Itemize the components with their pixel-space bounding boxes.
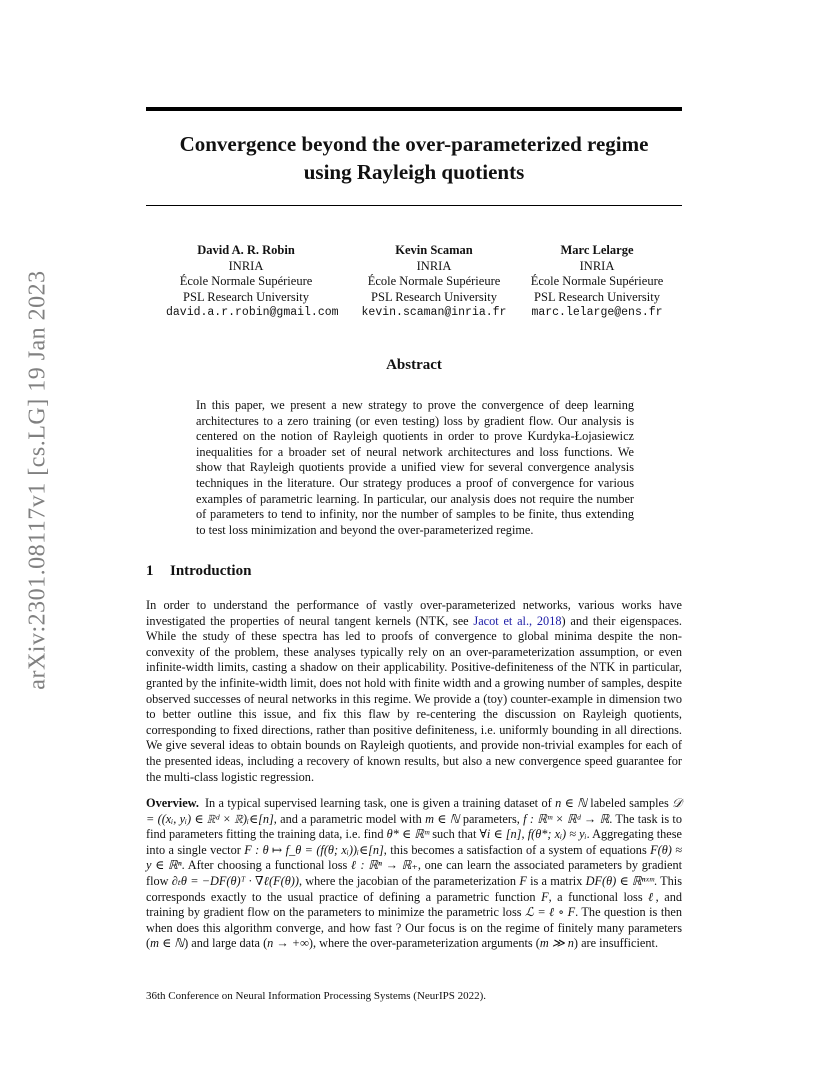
math-expression: ℓ : ℝⁿ → ℝ₊: [351, 858, 418, 873]
math-expression: F: [541, 889, 549, 904]
title-rule-top: [146, 107, 682, 111]
title-line-1: Convergence beyond the over-parameterized regime: [179, 132, 649, 156]
math-expression: f : ℝᵐ × ℝᵈ → ℝ: [523, 811, 610, 826]
author-affiliation: École Normale Supérieure: [367, 274, 501, 289]
overview-text: , and training by gradient flow on the parameters to minimize the parametric loss: [146, 889, 682, 920]
author-affiliation: École Normale Supérieure: [179, 274, 313, 289]
author-email: david.a.r.robin@gmail.com: [166, 306, 339, 320]
math-expression: ℓ: [648, 889, 656, 904]
overview-text: , this becomes a satisfaction of a system of equations: [383, 842, 651, 857]
overview-text: . The question is then when does this algorithm converge, and how fast ? Our focus is on the regime of finitely many parameters (: [146, 905, 682, 951]
author-affiliation: INRIA: [416, 258, 452, 273]
math-expression: F(θ) ≈ y ∈ ℝⁿ: [146, 842, 682, 873]
abstract-body: In this paper, we present a new strategy to prove the convergence of deep learning architectures to a zero training (or even testing) loss by gradient flow. Our analysis is centered on the notion of Rayleigh quotients in order to prove Kurdyka-Łojasiewicz inequalities for a broader set of neural network architectures and loss functions. We show that Rayleigh quotients provide a unified view for several convergence analysis techniques in the literature. Our strategy produces a proof of convergence for various examples of parametric learning. In particular, our analysis does not require the number of parameters to tend to infinity, nor the number of samples to be finite, thus extending to test loss minimization and beyond the over-parameterized regime.: [196, 398, 634, 537]
intro-text: In order to understand the performance of vastly over-parameterized networks, various works have investigated the properties of neural tangent kernels (NTK, see: [146, 598, 682, 628]
author-affiliation: PSL Research University: [534, 289, 660, 304]
author-email: kevin.scaman@inria.fr: [361, 306, 507, 320]
author-affiliation: PSL Research University: [371, 289, 497, 304]
author-email: marc.lelarge@ens.fr: [531, 306, 663, 320]
overview-text: , where the jacobian of the parameterization: [298, 873, 520, 888]
author-2: [354, 243, 514, 321]
math-expression: n ∈ ℕ: [555, 796, 587, 810]
overview-text: . Aggregating these into a single vector: [146, 827, 682, 857]
overview-text: . This corresponds exactly to the usual practice of defining a parametric function: [146, 873, 683, 904]
title-line-2: using Rayleigh quotients: [303, 160, 525, 184]
overview-text: . The task is to find parameters fitting the training data, i.e. find: [146, 811, 682, 842]
abstract-heading: Abstract: [386, 357, 442, 373]
overview-text: , a functional loss: [548, 889, 649, 904]
author-affiliation: INRIA: [579, 258, 615, 273]
author-name: Kevin Scaman: [395, 243, 473, 257]
math-expression: F: [519, 873, 527, 888]
overview-heading: Overview.: [146, 796, 199, 810]
overview-text: ), where the over-parameterization arguments (: [308, 936, 540, 951]
math-expression: F : θ ↦ f_θ = (f(θ; xᵢ))ᵢ∈[n]: [244, 842, 384, 857]
section-number: 1: [146, 563, 154, 579]
math-expression: n → +∞: [267, 936, 309, 951]
math-expression: m ∈ ℕ: [150, 936, 185, 951]
author-affiliation: INRIA: [228, 258, 264, 273]
author-3: [527, 243, 667, 321]
math-expression: m ≫ n: [539, 936, 574, 951]
intro-paragraph: [146, 598, 682, 785]
arxiv-watermark: arXiv:2301.08117v1 [cs.LG] 19 Jan 2023: [24, 270, 51, 690]
author-name: Marc Lelarge: [560, 243, 634, 257]
math-expression: θ* ∈ ℝᵐ: [386, 827, 430, 842]
overview-text: is a matrix: [526, 873, 586, 888]
overview-text: labeled samples: [586, 796, 673, 810]
math-expression: m ∈ ℕ: [425, 811, 460, 826]
overview-text: . After choosing a functional loss: [181, 858, 352, 873]
citation-link[interactable]: Jacot et al., 2018: [473, 613, 562, 628]
author-1: [166, 243, 339, 321]
author-affiliation: PSL Research University: [183, 289, 309, 304]
overview-paragraph: [146, 796, 682, 952]
title-rule-bottom: [146, 205, 682, 206]
math-expression: DF(θ) ∈ ℝⁿˣᵐ: [585, 873, 655, 888]
math-expression: ∀i ∈ [n], f(θ*; xᵢ) ≈ yᵢ: [479, 827, 587, 842]
author-name: David A. R. Robin: [197, 243, 295, 257]
math-expression: 𝒟 = ((xᵢ, yᵢ) ∈ ℝᵈ × ℝ)ᵢ∈[n]: [146, 796, 682, 826]
math-expression: ∂ₜθ = −DF(θ)ᵀ · ∇ℓ(F(θ)): [171, 873, 299, 888]
overview-text: , one can learn the associated parameters by gradient flow: [146, 858, 683, 888]
overview-text: ) and large data (: [184, 936, 268, 951]
overview-text: , and a parametric model with: [273, 811, 426, 826]
author-affiliation: École Normale Supérieure: [530, 274, 664, 289]
overview-text: In a typical supervised learning task, one is given a training dataset of: [204, 796, 556, 810]
conference-footnote: 36th Conference on Neural Information Processing Systems (NeurIPS 2022).: [146, 990, 487, 1002]
overview-text: parameters,: [459, 811, 524, 826]
paper-title: [146, 130, 682, 186]
math-expression: ℒ = ℓ ∘ F: [525, 905, 576, 920]
overview-text: such that: [429, 827, 480, 842]
overview-text: ) are insufficient.: [573, 936, 659, 951]
section-title: Introduction: [170, 563, 252, 579]
intro-text: ) and their eigenspaces. While the study of these spectra has led to proofs of convergence to global minima despite the non-convexity of the problem, these analyses typically rely on an over-parameterization assumption, or even infinite-width limits, casting a shadow on their applicability. Positive-definiteness of the NTK in particular, granted by the infinite-width limit, does not hold with finite width and a growing number of samples, despite observed successes of neural networks in this regime. We provide a (toy) counter-example in dimension two to better outline this issue, and fix this flaw by re-centering the discussion on Rayleigh quotients, corresponding to fixed directions, rather than positive definiteness, i.e. uniformly bounding in all directions. We give several ideas to obtain bounds on Rayleigh quotients, and provide non-trivial examples for each of the presented ideas, including a recovery of known results, but also a new convergence speed guarantee for the multi-class logistic regression.: [146, 613, 683, 784]
section-heading: [146, 563, 251, 580]
